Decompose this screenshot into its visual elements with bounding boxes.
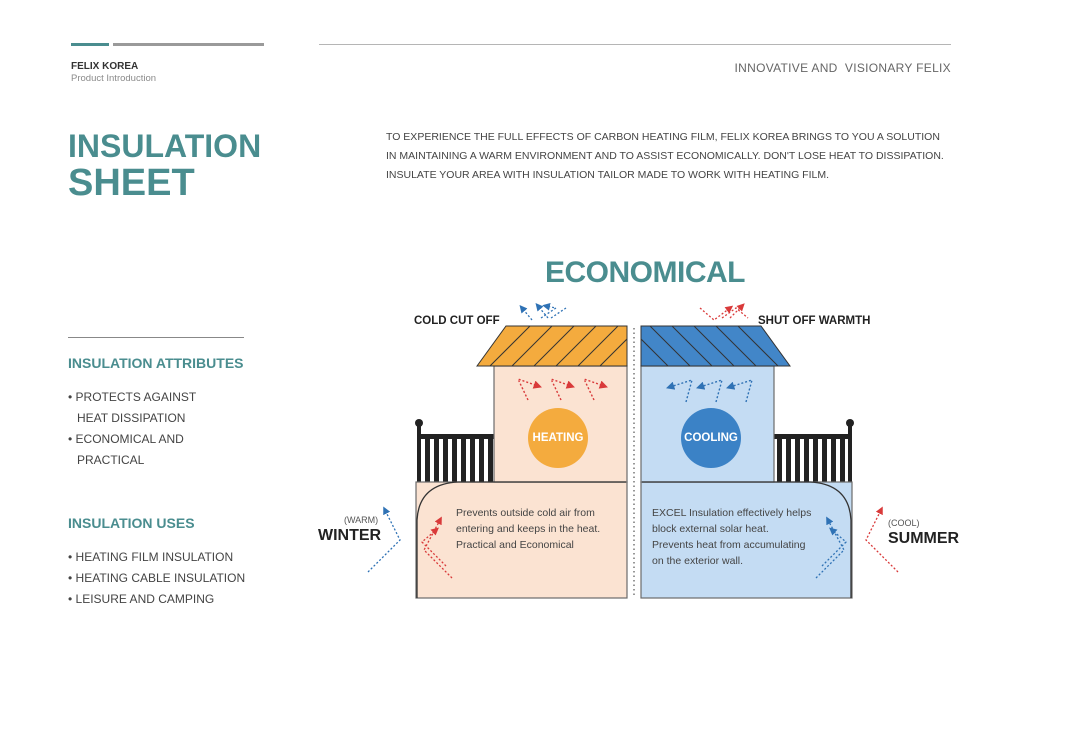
list-item: • ECONOMICAL AND	[68, 432, 184, 446]
list-item: • LEISURE AND CAMPING	[68, 592, 215, 606]
list-item-continuation: PRACTICAL	[77, 453, 145, 467]
title-line-2: SHEET	[68, 162, 195, 204]
summer-label: SUMMER	[888, 530, 960, 547]
list-item: • HEATING FILM INSULATION	[68, 550, 234, 564]
description-line: on the exterior wall.	[652, 555, 744, 567]
shut-off-warmth-arrows-icon	[700, 306, 748, 320]
intro-line: TO EXPERIENCE THE FULL EFFECTS OF CARBON HEATING FILM, FELIX KOREA BRINGS TO YOU A SOLUTION	[386, 131, 940, 143]
tagline: INNOVATIVE AND VISIONARY FELIX	[734, 61, 951, 75]
description-line: EXCEL Insulation effectively helps	[652, 507, 812, 519]
list-item: • HEATING CABLE INSULATION	[68, 571, 246, 585]
list-item: • PROTECTS AGAINST	[68, 390, 197, 404]
shut-off-warmth-label: SHUT OFF WARMTH	[758, 315, 871, 327]
left-fence	[415, 419, 495, 482]
cool-description	[652, 505, 811, 569]
warm-label: (WARM)	[344, 515, 379, 525]
winter-label: WINTER	[318, 527, 382, 544]
description-line: entering and keeps in the heat.	[456, 523, 601, 535]
title-line-1: INSULATION	[68, 128, 262, 164]
description-line: Prevents outside cold air from	[456, 507, 595, 519]
description-line: block external solar heat.	[652, 523, 769, 535]
diagram-title: ECONOMICAL	[545, 256, 745, 289]
cold-cut-off-label: COLD CUT OFF	[414, 315, 500, 327]
warm-description	[456, 505, 600, 553]
brand-name: FELIX KOREA	[71, 61, 139, 72]
description-line: Practical and Economical	[456, 539, 574, 551]
warm-house	[416, 326, 640, 598]
cooling-label: COOLING	[684, 432, 738, 444]
right-fence	[774, 419, 854, 482]
intro-line: IN MAINTAINING A WARM ENVIRONMENT AND TO ASSIST ECONOMICALLY. DON'T LOSE HEAT TO DISSIPATION.	[386, 150, 944, 162]
cold-cutoff-arrows-icon	[522, 306, 566, 320]
cool-label: (COOL)	[888, 518, 920, 528]
attributes-heading: INSULATION ATTRIBUTES	[68, 355, 244, 371]
uses-heading: INSULATION USES	[68, 515, 195, 531]
heating-label: HEATING	[532, 432, 584, 444]
description-line: Prevents heat from accumulating	[652, 539, 806, 551]
intro-line: INSULATE YOUR AREA WITH INSULATION TAILOR MADE TO WORK WITH HEATING FILM.	[386, 169, 829, 181]
brand-subtitle: Product Introduction	[71, 73, 157, 84]
list-item-continuation: HEAT DISSIPATION	[77, 411, 186, 425]
